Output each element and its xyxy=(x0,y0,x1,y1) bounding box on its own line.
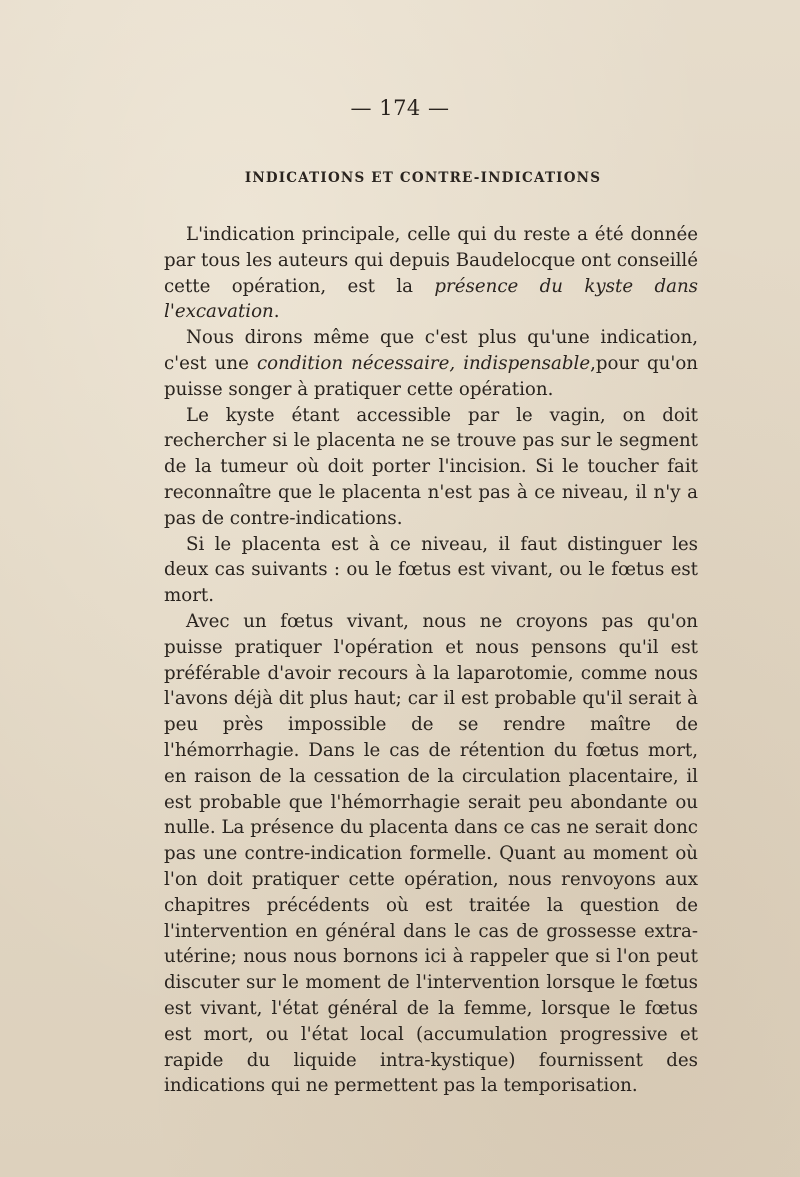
paragraph-2 xyxy=(164,325,698,402)
paragraph-1-end: . xyxy=(273,301,280,323)
paragraph-2-end: ,pour qu'on puisse songer à pratiquer cette opération. xyxy=(164,352,698,400)
page-number: — 174 — xyxy=(350,96,450,120)
paragraph-2-text: Nous dirons même que c'est plus qu'une indication, c'est une xyxy=(164,327,698,374)
paragraph-4: Si le placenta est à ce niveau, il faut distinguer les deux cas suivants : ou le fœtus est vivant, ou le fœtus est mort. xyxy=(164,533,698,607)
body-text xyxy=(164,222,698,1099)
paragraph-1-emphasis: présence du kyste dans l'excavation xyxy=(164,275,699,323)
paragraph-1 xyxy=(164,222,698,325)
section-heading: INDICATIONS ET CONTRE-INDICATIONS xyxy=(244,170,602,186)
paragraph-1-text: L'indication principale, celle qui du reste a été donnée par tous les auteurs qui depuis Baudelocque ont conseillé cette opération, est la xyxy=(164,224,698,297)
paragraph-3: Le kyste étant accessible par le vagin, on doit rechercher si le placenta ne se trouve pas sur le segment de la tumeur où doit porter l'incision. Si le toucher fait reconnaître que le placenta n'est pas à ce niveau, il n'y a pas de contre-indications. xyxy=(164,404,698,529)
paragraph-5: Avec un fœtus vivant, nous ne croyons pas qu'on puisse pratiquer l'opération et nous pensons qu'il est préférable d'avoir recours à la laparotomie, comme nous l'avons déjà dit plus haut; car il est probable qu'il serait à peu près impossible de se rendre maître de l'hémorrhagie. Dans le cas de rétention du fœtus mort, en raison de la cessation de la circulation placentaire, il est probable que l'hémorrhagie serait peu abondante ou nulle. La présence du placenta dans ce cas ne serait donc pas une contre-indication formelle. Quant au moment où l'on doit pratiquer cette opération, nous renvoyons aux chapitres précédents où est traitée la question de l'intervention en général dans le cas de grossesse extra-utérine; nous nous bornons ici à rappeler que si l'on peut discuter sur le moment de l'intervention lorsque le fœtus est vivant, l'état général de la femme, lorsque le fœtus est mort, ou l'état local (accumulation progressive et rapide du liquide intra-kystique) fournissent des indications qui ne permettent pas la temporisation. xyxy=(164,610,698,1097)
paragraph-2-emphasis: condition nécessaire, indispensable xyxy=(256,352,591,374)
